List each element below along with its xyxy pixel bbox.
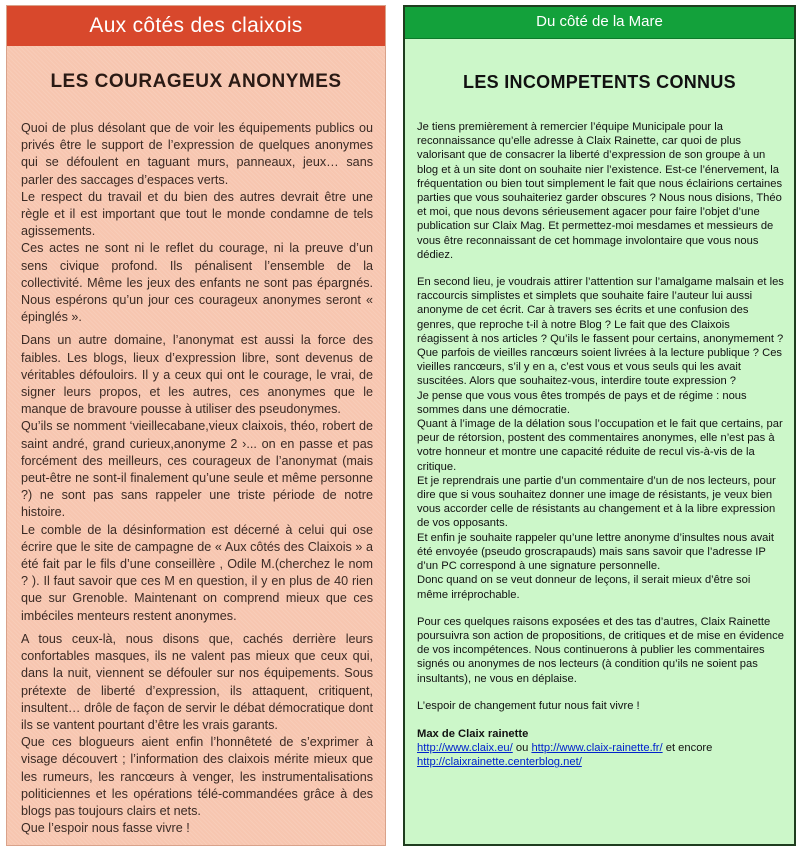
link-centerblog[interactable]: http://claixrainette.centerblog.net/ — [417, 756, 582, 769]
right-article-title: LES INCOMPETENTS CONNUS — [463, 72, 736, 92]
left-article-body — [21, 120, 373, 837]
left-paragraph: Que l’espoir nous fasse vivre ! — [21, 821, 190, 836]
right-paragraph: Pour ces quelques raisons exposées et des tas d’autres, Claix Rainette poursuivra son action de propositions, de critiques et de mise en évidence de vos incompétences. Nous continuerons à publier les commentaires signés ou anonymes de nos lecteurs (à condition qu’ils ne soient pas insultants), ne vous en déplaise. — [417, 615, 784, 685]
right-paragraph: En second lieu, je voudrais attirer l’attention sur l’amalgame malsain et les raccourcis simplistes et simplets que souhaite faire l’auteur lui aussi anonyme de cet écrit. Car à travers ses écrits et une confusion des genres, que reproche t-il à notre Blog ? Le fait que des Claixois réagissent à nos articles ? Qu’ils le fassent pour certains, anonymement ? Que parfois de vieilles rancœurs soient livrées à la lecture publique ? Ces vieilles rancœurs, s’il y en a, c’est vous et vous seuls qui les avait suscitées. Alors que souhaitez-vous, interdire toute expression ? — [417, 276, 784, 388]
right-paragraph: Quant à l’image de la délation sous l’occupation et le fait que certains, par peur de rétorsion, postent des commentaires anonymes, elle n’est pas à votre honneur et montre une capacité réduite de recul vis-à-vis de la critique. — [417, 418, 783, 473]
right-paragraph: L’espoir de changement futur nous fait vivre ! — [417, 699, 640, 712]
right-paragraph: Et je reprendrais une partie d’un commentaire d’un de nos lecteurs, pour dire que si vous souhaitez donner une image de résistants, je veux bien vous accorder celle de résistants au changement et à la libre expression de vos opposants. — [417, 474, 776, 530]
left-paragraph: Quoi de plus désolant que de voir les équipements publics ou privés être le support de l’expression de quelques anonymes qui se défoulent en taguant murs, panneaux, jeux… sans parler des saccages d’espaces verts. — [21, 121, 373, 187]
right-section-header: Du côté de la Mare — [405, 7, 794, 39]
left-article — [6, 5, 386, 846]
left-article-title: LES COURAGEUX ANONYMES — [50, 71, 342, 92]
link-claix-rainette[interactable]: http://www.claix-rainette.fr/ — [531, 742, 663, 755]
left-paragraph: Le comble de la désinformation est décerné à celui qui ose écrire que le site de campagne de « Aux côtés des Claixois » a été fait par le fils d’une conseillère , Odile M.(cherchez le nom ? ). Il faut savoir que ces M en question, il y en plus de 40 rien que sur Grenoble. Maintenant on comprend mieux que ces imbéciles menteurs restent anonymes. — [21, 522, 373, 623]
right-article — [403, 5, 796, 846]
link-separator: ou — [512, 742, 532, 755]
signature: Max de Claix rainette — [417, 727, 529, 740]
right-paragraph: Je pense que vous vous êtes trompés de pays et de régime : nous sommes dans une démocratie. — [417, 389, 747, 416]
left-paragraph: A tous ceux-là, nous disons que, cachés derrière leurs confortables masques, ils ne valent pas mieux que ceux qui, dans la nuit, viennent se défouler sur nos équipements. Sous prétexte de liberté d’expression, ils attaquent, critiquent, insultent… drôle de façon de servir le débat démocratique dont ils se vantent pourtant d’être les vrais garants. — [21, 631, 373, 732]
link-separator: et encore — [662, 742, 713, 755]
right-paragraph: Donc quand on se veut donneur de leçons, il serait mieux d’être soi même irréprochable. — [417, 574, 751, 601]
right-paragraph: Et enfin je souhaite rappeler qu’une lettre anonyme d’insultes nous avait été envoyée (pseudo groscrapauds) mais sans savoir que l’adresse IP d’un PC correspond à une signature personnelle. — [417, 531, 774, 573]
link-claix-eu[interactable]: http://www.claix.eu/ — [417, 742, 513, 755]
left-paragraph: Que ces blogueurs aient enfin l’honnêteté de s’exprimer à visage découvert ; l’information des claixois mérite mieux que les rumeurs, les rancœurs à venger, les instrumentalisations politiciennes et les opérations télé-commandées grâce à des blogs pas toujours clairs et nets. — [21, 735, 373, 818]
left-paragraph: Dans un autre domaine, l’anonymat est aussi la force des faibles. Les blogs, lieux d’expression libre, sont devenus de véritables défouloirs. Il y a ceux qui ont le courage, le vrai, de signer leurs propos, et les autres, ces anonymes que le manque de bravoure pousse à utiliser des pseudonymes. — [21, 333, 373, 417]
links-line — [417, 741, 784, 769]
left-paragraph: Ces actes ne sont ni le reflet du courage, ni la preuve d’un sens civique profond. Ils pénalisent l’ensemble de la collectivité. Même les jeux des enfants ne sont pas épargnés. Nous espérons qu’un jour ces courageux anonymes seront « épinglés ». — [21, 241, 373, 325]
left-paragraph: Qu’ils se nomment ‘vieillecabane,vieux claixois, théo, robert de saint andré, grand curieux,anonyme 2 ›... on en passe et pas forcément des meilleurs, ces courageux de l’anonymat (mais peut-être ne sont-il finalement qu’une seule et même personne ?) ne sont pas sans rappeler une triste période de notre histoire. — [21, 419, 373, 520]
right-paragraph: Je tiens premièrement à remercier l’équipe Municipale pour la reconnaissance qu’elle adresse à Claix Rainette, car quoi de plus valorisant que de consacrer la liberté d’expression de son groupe à un blog et à un site dont on souhaite nier l’existence. Est-ce l’énervement, la fréquentation ou bien tout simplement le fait que nous éclairions certaines parties que vous souhaiteriez garder obscures ? Nous nous disions, Théo et moi, que nous devons sérieusement agacer pour faire l’objet d’une publication sur Claix Mag. Et permettez-moi mesdames et messieurs de vous être reconnaissant de cet hommage involontaire que vous nous dédiez. — [417, 121, 783, 261]
left-paragraph: Le respect du travail et du bien des autres devrait être une règle et il est important que tout le monde condamne de tels agissements. — [21, 189, 373, 239]
left-section-header: Aux côtés des claixois — [7, 6, 385, 46]
right-article-body — [417, 120, 784, 770]
